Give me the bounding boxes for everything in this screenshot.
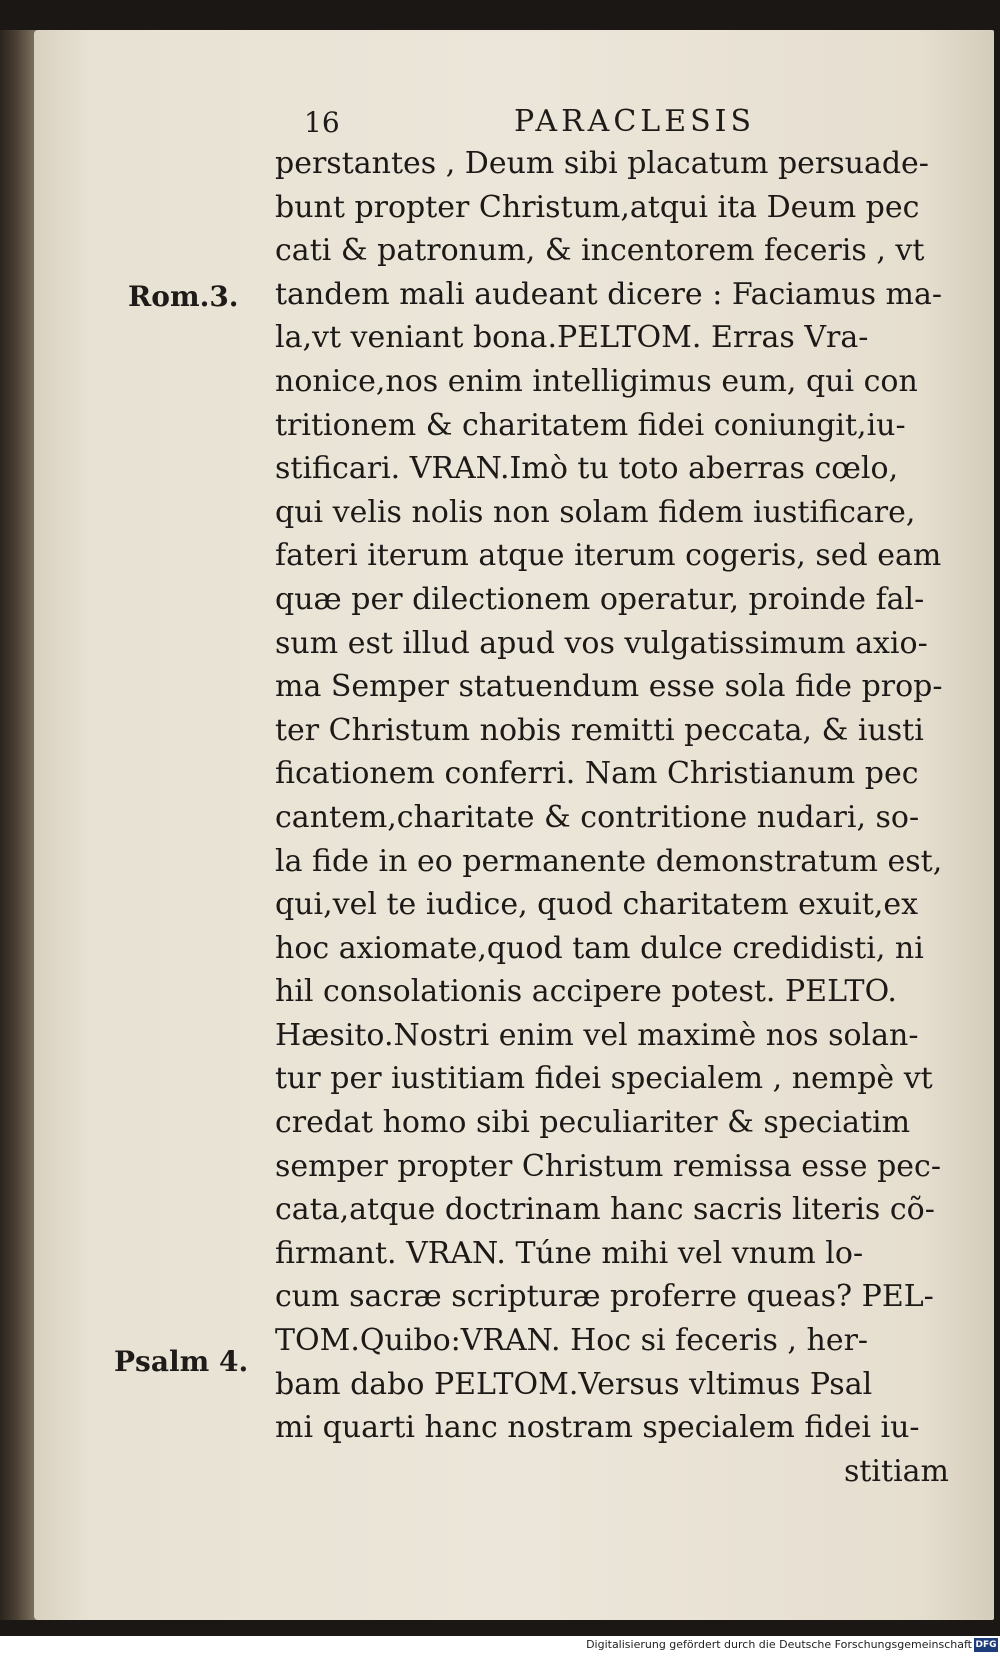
text-line: qui velis nolis non solam fidem iustificare, — [275, 494, 916, 530]
text-line: hoc axiomate,quod tam dulce credidisti, ni — [275, 930, 924, 966]
text-line: sum est illud apud vos vulgatissimum axio- — [275, 625, 928, 661]
text-line: ma Semper statuendum esse sola fide prop- — [275, 669, 943, 705]
text-line: mi quarti hanc nostram specialem fidei iu- — [275, 1410, 920, 1446]
text-line: perstantes , Deum sibi placatum persuade- — [275, 146, 929, 181]
text-line: ter Christum nobis remitti peccata, & iusti — [275, 712, 924, 748]
text-line: qui,vel te iudice, quod charitatem exuit,ex — [275, 887, 919, 923]
text-line: nonice,nos enim intelligimus eum, qui con — [275, 363, 918, 399]
text-line: la fide in eo permanente demonstratum est, — [275, 843, 943, 879]
text-line: bam dabo PELTOM.Versus vltimus Psal — [275, 1366, 873, 1402]
text-line: cata,atque doctrinam hanc sacris literis cõ- — [275, 1192, 935, 1228]
body-text — [275, 142, 955, 1493]
text-line: credat homo sibi peculiariter & speciatim — [275, 1105, 911, 1141]
text-line: tritionem & charitatem fidei coniungit,iu- — [275, 407, 906, 443]
text-line: firmant. VRAN. Túne mihi vel vnum lo- — [275, 1235, 864, 1271]
text-line: cum sacræ scripturæ proferre queas? PEL- — [275, 1279, 934, 1315]
text-line: tur per iustitiam fidei specialem , nempè vt — [275, 1061, 933, 1097]
page-number: 16 — [304, 106, 340, 139]
text-line: bunt propter Christum,atqui ita Deum pec — [275, 189, 920, 225]
text-line: TOM.Quibo:VRAN. Hoc si feceris , her- — [275, 1323, 869, 1359]
catchword: stitiam — [843, 1453, 949, 1489]
text-line: cantem,charitate & contritione nudari, so- — [275, 799, 920, 835]
text-line: hil consolationis accipere potest. PELTO. — [275, 974, 897, 1010]
margin-note-romans: Rom.3. — [128, 280, 239, 313]
text-line: quæ per dilectionem operatur, proinde fal- — [275, 581, 925, 617]
text-line: tandem mali audeant dicere : Faciamus ma- — [275, 276, 942, 312]
text-line: la,vt veniant bona.PELTOM. Erras Vra- — [275, 320, 869, 356]
running-head: PARACLESIS — [514, 104, 756, 139]
text-line: Hæsito.Nostri enim vel maximè nos solan- — [275, 1017, 919, 1053]
text-line: fateri iterum atque iterum cogeris, sed eam — [275, 538, 942, 574]
text-line: semper propter Christum remissa esse pec- — [275, 1148, 941, 1184]
text-line: ficationem conferri. Nam Christianum pec — [275, 756, 919, 792]
margin-note-psalm: Psalm 4. — [114, 1345, 249, 1378]
dfg-logo-icon: DFG — [975, 1640, 997, 1650]
text-line: stificari. VRAN.Imò tu toto aberras cœlo, — [275, 451, 899, 487]
text-line: cati & patronum, & incentorem feceris , vt — [275, 233, 925, 269]
footer-bar — [0, 1636, 1000, 1656]
funding-credit: Digitalisierung gefördert durch die Deutsche Forschungsgemeinschaft — [586, 1638, 972, 1651]
page-header — [0, 96, 1000, 146]
